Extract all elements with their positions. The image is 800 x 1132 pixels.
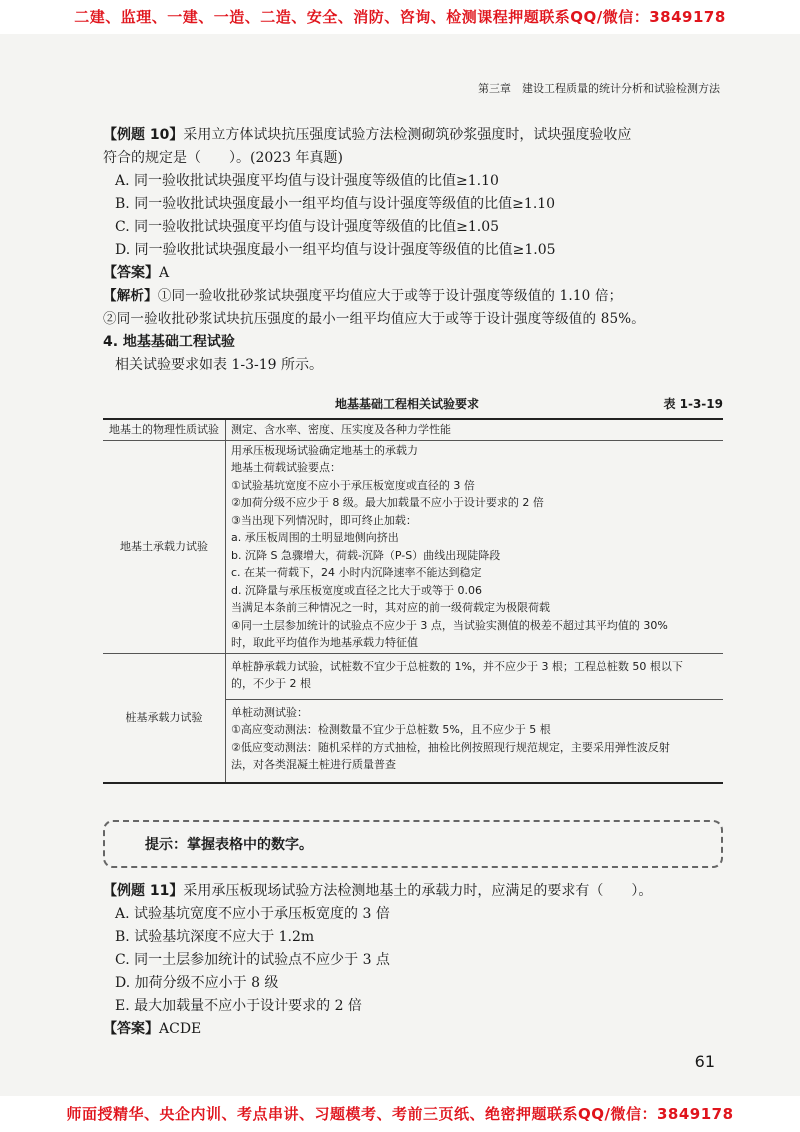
cell-line: ③当出现下列情况时，即可终止加载： (231, 513, 417, 527)
table-row (103, 440, 723, 653)
page-number: 61 (694, 1052, 715, 1071)
answer-value: ACDE (159, 1021, 202, 1037)
cell-line: 时，取此平均值作为地基承载力特征值 (231, 636, 418, 649)
explain-line1: ①同一验收批砂浆试块强度平均值应大于或等于设计强度等级值的 1.10 倍； (157, 288, 623, 304)
row-head-bearing: 地基土承载力试验 (103, 440, 226, 653)
option-a: A. 同一验收批试块强度平均值与设计强度等级值的比值≥1.10 (115, 173, 499, 189)
example-10-label: 【例题 10】 (103, 127, 184, 143)
cell-line: ①高应变动测法：检测数量不宜少于总桩数 5%，且不应少于 5 根 (231, 723, 551, 736)
example-10-stem-line2: 符合的规定是（ ）。(2023 年真题) (103, 150, 344, 166)
bottom-banner: 师面授精华、央企内训、考点串讲、习题模考、考前三页纸、绝密押题联系QQ/微信：3849178 (0, 1096, 800, 1132)
example-11-label: 【例题 11】 (103, 883, 184, 899)
cell-line: b. 沉降 S 急骤增大，荷载-沉降（P-S）曲线出现陡降段 (231, 548, 501, 562)
requirements-table (103, 418, 723, 784)
explain-line2: ②同一验收批砂浆试块抗压强度的最小一组平均值应大于或等于设计强度等级值的 85%。 (103, 311, 645, 327)
option-d: D. 加荷分级不应小于 8 级 (115, 975, 279, 991)
row-head-physical: 地基土的物理性质试验 (103, 419, 226, 440)
tip-text: 提示：掌握表格中的数字。 (145, 837, 313, 853)
example-11-answer (103, 1018, 723, 1041)
option-e: E. 最大加载量不应小于设计要求的 2 倍 (115, 998, 362, 1014)
row-head-pile: 桩基承载力试验 (103, 653, 226, 783)
option-b: B. 同一验收批试块强度最小一组平均值与设计强度等级值的比值≥1.10 (115, 196, 556, 212)
cell-line: a. 承压板周围的土明显地侧向挤出 (231, 531, 399, 544)
cell-line: 的，不少于 2 根 (231, 677, 311, 690)
example-10-stem (103, 124, 723, 147)
table-row (103, 419, 723, 440)
example-11-stem (103, 880, 723, 903)
option-a: A. 试验基坑宽度不应小于承压板宽度的 3 倍 (115, 906, 390, 922)
cell-line: 地基土荷载试验要点： (231, 461, 341, 474)
cell-line: c. 在某一荷载下，24 小时内沉降速率不能达到稳定 (231, 566, 482, 579)
cell-line: 用承压板现场试验确定地基土的承载力 (231, 443, 418, 457)
table-row (103, 653, 723, 699)
running-head: 第三章 建设工程质量的统计分析和试验检测方法 (478, 82, 720, 95)
example-10 (103, 124, 723, 377)
top-banner: 二建、监理、一建、一造、二造、安全、消防、咨询、检测课程押题联系QQ/微信：3849178 (0, 0, 800, 34)
table-number: 表 1-3-19 (663, 397, 723, 411)
cell-line: d. 沉降量与承压板宽度或直径之比大于或等于 0.06 (231, 583, 482, 597)
example-10-stem-line1: 采用立方体试块抗压强度试验方法检测砌筑砂浆强度时，试块强度验收应 (183, 127, 632, 143)
row-body-pile-static (226, 653, 724, 699)
answer-value: A (159, 265, 170, 281)
example-10-answer (103, 262, 723, 285)
table-caption (103, 393, 723, 415)
section-title: 4. 地基基础工程试验 (103, 334, 235, 350)
table-title: 地基基础工程相关试验要求 (335, 397, 480, 411)
tip-box (103, 820, 723, 868)
cell-line: ②低应变动测法：随机采样的方式抽检，抽检比例按照现行规范规定，主要采用弹性波反射 (231, 740, 670, 754)
row-body-pile-dynamic (226, 699, 724, 783)
row-body-bearing (226, 440, 724, 653)
cell-line: ②加荷分级不应少于 8 级。最大加载量不应小于设计要求的 2 倍 (231, 496, 544, 509)
cell-line: 法，对各类混凝土桩进行质量普查 (231, 758, 396, 771)
row-body-physical: 测定、含水率、密度、压实度及各种力学性能 (226, 419, 724, 440)
cell-line: ①试验基坑宽度不应小于承压板宽度或直径的 3 倍 (231, 478, 475, 492)
cell-line: ④同一土层参加统计的试验点不应少于 3 点，当试验实测值的极差不超过其平均值的 30% (231, 618, 668, 632)
option-b: B. 试验基坑深度不应大于 1.2m (115, 929, 315, 945)
example-11-stem-text: 采用承压板现场试验方法检测地基土的承载力时，应满足的要求有（ ）。 (183, 883, 653, 899)
answer-label: 【答案】 (103, 265, 159, 281)
cell-line: 单桩静承载力试验，试桩数不宜少于总桩数的 1%，并不应少于 3 根；工程总桩数 50 根以下 (231, 659, 683, 673)
example-11 (103, 880, 723, 1041)
cell-line: 当满足本条前三种情况之一时，其对应的前一级荷载定为极限荷载 (231, 601, 550, 614)
option-d: D. 同一验收批试块强度最小一组平均值与设计强度等级值的比值≥1.05 (115, 242, 556, 258)
answer-label: 【答案】 (103, 1021, 159, 1037)
option-c: C. 同一土层参加统计的试验点不应少于 3 点 (115, 952, 390, 968)
example-10-explanation (103, 285, 723, 308)
option-c: C. 同一验收批试块强度平均值与设计强度等级值的比值≥1.05 (115, 219, 500, 235)
cell-line: 单桩动测试验： (231, 705, 308, 719)
explain-label: 【解析】 (103, 288, 158, 304)
section-intro: 相关试验要求如表 1-3-19 所示。 (115, 357, 323, 373)
